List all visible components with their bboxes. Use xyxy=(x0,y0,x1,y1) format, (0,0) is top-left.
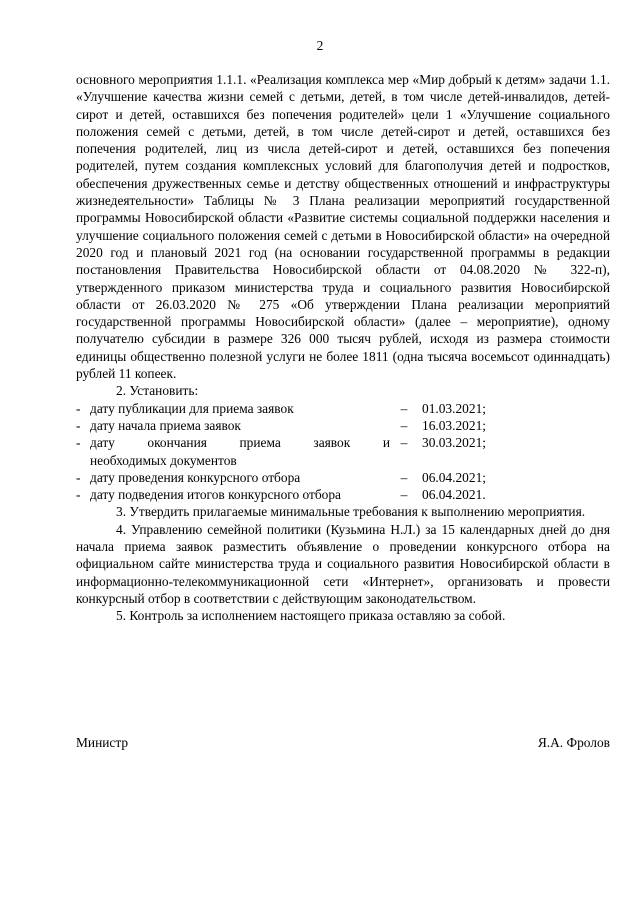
date-row-results xyxy=(76,486,610,503)
date-row-start xyxy=(76,417,610,434)
dash: – xyxy=(400,417,408,433)
dash: – xyxy=(400,435,408,451)
date-label: дату проведения конкурсного отбора xyxy=(90,469,301,485)
item-5-paragraph: 5. Контроль за исполнением настоящего приказа оставляю за собой. xyxy=(116,608,506,624)
date-value: 06.04.2021; xyxy=(422,469,486,485)
dash: – xyxy=(400,487,408,503)
document-body xyxy=(76,71,610,625)
date-row-end xyxy=(76,434,610,451)
item-3-paragraph: 3. Утвердить прилагаемые минимальные требования к выполнению мероприятия. xyxy=(116,504,586,520)
dash: – xyxy=(400,469,408,485)
page-number: 2 xyxy=(316,38,324,53)
item-4-paragraph: 4. Управлению семейной политики (Кузьмина Н.Л.) за 15 календарных дней до дня начала приема заявок разместить объявление о проведении конкурсного отбора на официальном сайте министерства труда и социального развития Новосибирской области в информационно-телекоммуникационной сети «Интернет», организовать и провести конкурсный отбор в соответствии с действующим законодательством. xyxy=(76,521,610,606)
date-value: 06.04.2021. xyxy=(422,487,486,503)
date-value: 01.03.2021; xyxy=(422,400,486,416)
date-label: дату публикации для приема заявок xyxy=(90,400,294,416)
list-bullet: - xyxy=(76,469,81,485)
date-row-publication xyxy=(76,400,610,417)
signatory-position: Министр xyxy=(76,735,129,750)
date-label-continuation: необходимых документов xyxy=(90,452,237,468)
date-row-selection xyxy=(76,469,610,486)
date-label: дату окончания приема заявок и xyxy=(90,435,390,451)
item-2-heading: 2. Установить: xyxy=(116,383,199,399)
date-row-end-continuation xyxy=(76,452,610,469)
date-value: 16.03.2021; xyxy=(422,417,486,433)
list-bullet: - xyxy=(76,435,81,451)
list-bullet: - xyxy=(76,417,81,433)
main-paragraph: основного мероприятия 1.1.1. «Реализация комплекса мер «Мир добрый к детям» задачи 1.1. «Улучшение качества жизни семей с детьми, детей, в том числе детей-инвалидов, детей-сирот и детей, оставшихся без попечения родителей» цели 1 «Улучшение социального положения семей с детьми, детей, в том числе детей-сирот и детей, оставшихся без попечения родителей, лиц из числа детей-сирот и детей, оставшихся без попечения родителей, путем создания комплексных условий для благополучия детей и подростков, обеспечения дружественных семье и детству общественных отношений и инфраструктуры жизнедеятельности» Таблицы № 3 Плана реализации мероприятий государственной программы Новосибирской области «Развитие системы социальной поддержки населения и улучшение социального положения семей с детьми в Новосибирской области» на очередной 2020 год и плановый 2021 год (на основании государственной программы в редакции постановления Правительства Новосибирской области от 04.08.2020 № 322-п), утвержденного приказом министерства труда и социального развития Новосибирской области от 26.03.2020 № 275 «Об утверждении Плана реализации мероприятий государственной программы Новосибирской области» (далее – мероприятие), одному получателю субсидии в размере 326 000 тысяч рублей, исходя из размера стоимости единицы общественно полезной услуги не более 1811 (одна тысяча восемьсот одиннадцать) рублей 11 копеек. xyxy=(76,72,610,382)
list-bullet: - xyxy=(76,487,81,503)
signature-block xyxy=(76,734,610,751)
date-label: дату подведения итогов конкурсного отбора xyxy=(90,487,342,503)
dash: – xyxy=(400,400,408,416)
list-bullet: - xyxy=(76,400,81,416)
date-value: 30.03.2021; xyxy=(422,435,486,451)
date-label: дату начала приема заявок xyxy=(90,417,241,433)
dates-list xyxy=(76,400,610,504)
signatory-name: Я.А. Фролов xyxy=(537,735,610,750)
